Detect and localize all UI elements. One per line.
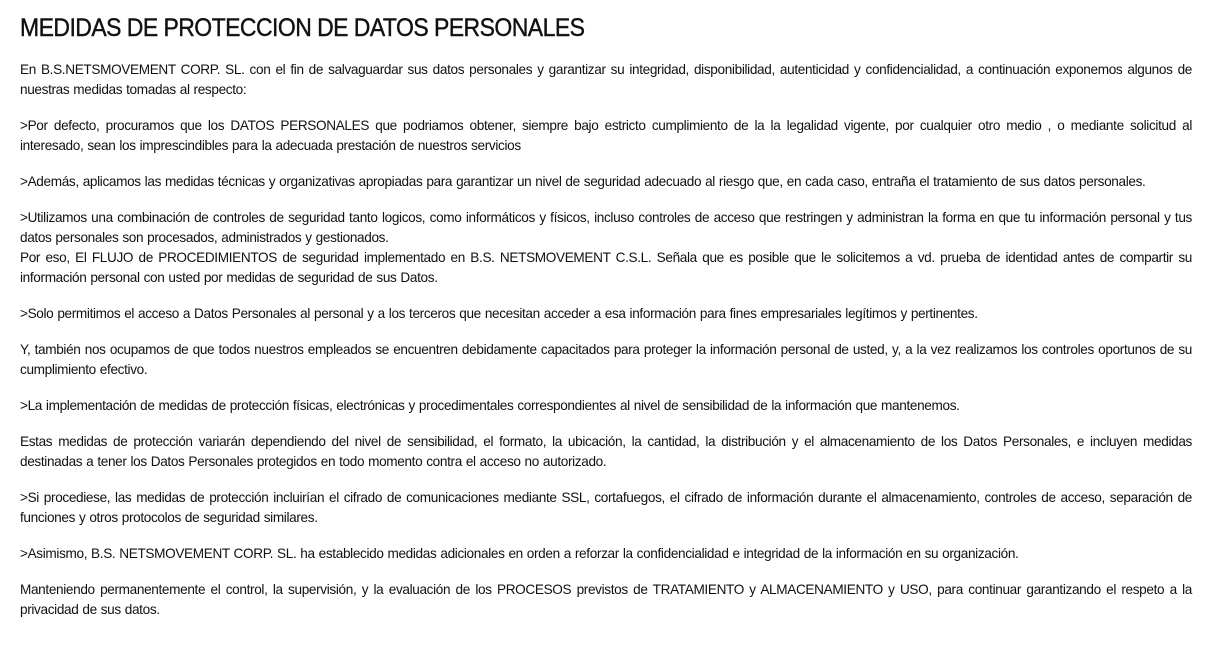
paragraph-intro: En B.S.NETSMOVEMENT CORP. SL. con el fin de salvaguardar sus datos personales y garantizar su integridad, disponibilidad, autenticidad y confidencialidad, a continuación exponemos algunos de nuestras medidas tomadas al respecto: [20,62,1192,97]
paragraph-additional-measures: >Asimismo, B.S. NETSMOVEMENT CORP. SL. ha establecido medidas adicionales en orden a reforzar la confidencialidad e integridad de la información en su organización. [20,546,1019,561]
paragraph-technical-measures: >Además, aplicamos las medidas técnicas y organizativas apropiadas para garantizar un nivel de seguridad adecuado al riesgo que, en cada caso, entraña el tratamiento de sus datos personales. [20,174,1146,189]
paragraph-security-controls-text: >Utilizamos una combinación de controles de seguridad tanto logicos, como informáticos y físicos, incluso controles de acceso que restringen y administran la forma en que tu información personal y tus datos personales son procesados, administrados y gestionados. [20,210,1192,245]
paragraph-security-controls [20,208,1192,288]
document-body [20,12,1192,636]
paragraph-sensitivity-levels: Estas medidas de protección variarán dependiendo del nivel de sensibilidad, el formato, la ubicación, la cantidad, la distribución y el almacenamiento de los Datos Personales, e incluyen medidas destinadas a tener los Datos Personales protegidos en todo momento contra el acceso no autorizado. [20,434,1192,469]
paragraph-procedure-flow-text: Por eso, El FLUJO de PROCEDIMIENTOS de seguridad implementado en B.S. NETSMOVEMENT C.S.L. Señala que es posible que le solicitemos a vd. prueba de identidad antes de compartir su información personal con usted por medidas de seguridad de sus Datos. [20,250,1192,285]
page-title: MEDIDAS DE PROTECCION DE DATOS PERSONALES [20,14,585,42]
paragraph-protection-implementation: >La implementación de medidas de protección físicas, electrónicas y procedimentales correspondientes al nivel de sensibilidad de la información que mantenemos. [20,398,960,413]
paragraph-access-restriction: >Solo permitimos el acceso a Datos Personales al personal y a los terceros que necesitan acceder a esa información para fines empresariales legítimos y pertinentes. [20,306,978,321]
paragraph-default-data: >Por defecto, procuramos que los DATOS PERSONALES que podriamos obtener, siempre bajo estricto cumplimiento de la la legalidad vigente, por cualquier otro medio , o mediante solicitud al interesado, sean los imprescindibles para la adecuada prestación de nuestros servicios [20,118,1192,153]
paragraph-encryption: >Si procediese, las medidas de protección incluirían el cifrado de comunicaciones mediante SSL, cortafuegos, el cifrado de información durante el almacenamiento, controles de acceso, separación de funciones y otros protocolos de seguridad similares. [20,490,1192,525]
paragraph-ongoing-control: Manteniendo permanentemente el control, la supervisión, y la evaluación de los PROCESOS previstos de TRATAMIENTO y ALMACENAMIENTO y USO, para continuar garantizando el respeto a la privacidad de sus datos. [20,582,1192,617]
paragraph-employee-training: Y, también nos ocupamos de que todos nuestros empleados se encuentren debidamente capacitados para proteger la información personal de usted, y, a la vez realizamos los controles oportunos de su cumplimiento efectivo. [20,342,1192,377]
